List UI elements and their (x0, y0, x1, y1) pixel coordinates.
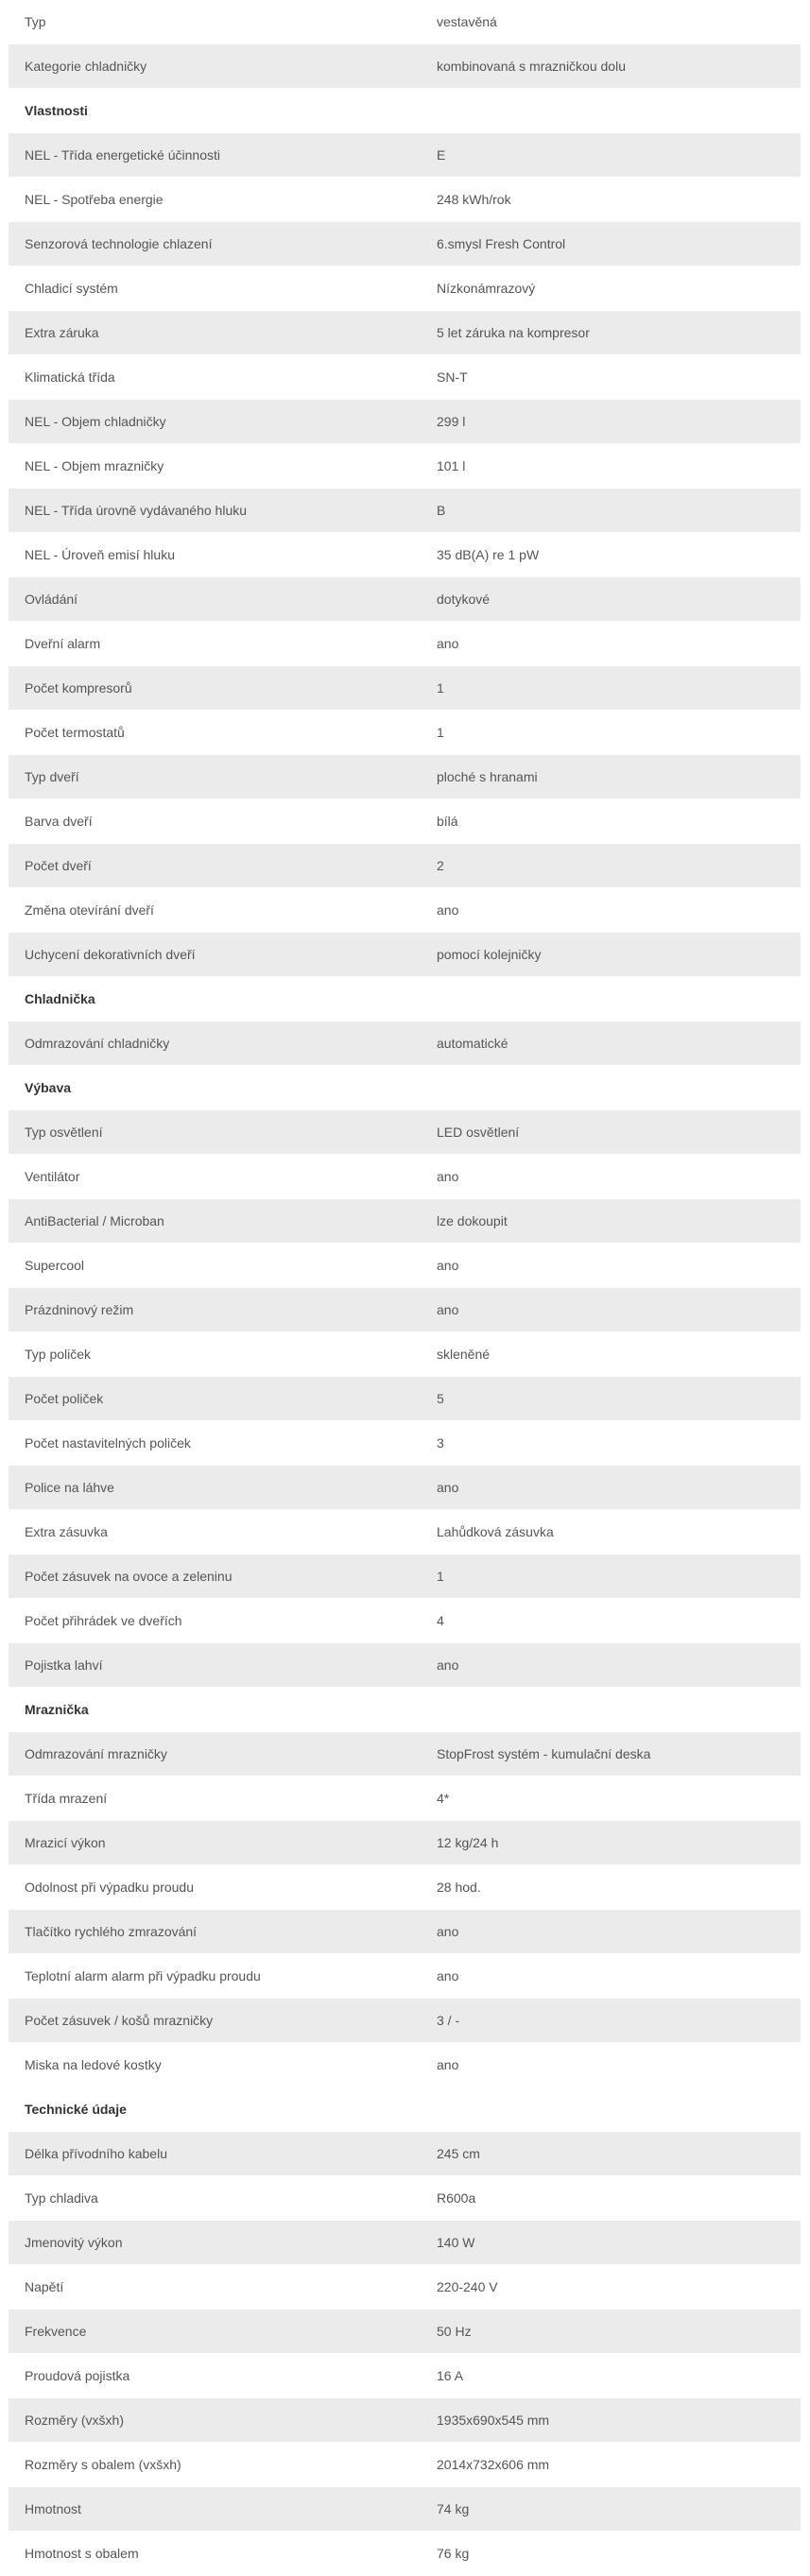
spec-value: ano (437, 1657, 459, 1673)
spec-label: Typ poliček (25, 1347, 92, 1362)
spec-row (9, 1999, 801, 2043)
spec-label: Počet nastavitelných poliček (25, 1435, 191, 1451)
spec-row (9, 1599, 801, 1643)
spec-row (9, 844, 801, 888)
spec-label: Odmrazování chladničky (25, 1036, 170, 1051)
spec-row (9, 2398, 801, 2443)
spec-value: ano (437, 2057, 459, 2072)
section-title: Výbava (25, 1080, 72, 1095)
spec-label: Typ osvětlení (25, 1125, 103, 1140)
spec-label: NEL - Úroveň emisí hluku (25, 547, 175, 562)
spec-row (9, 266, 801, 311)
spec-row (9, 311, 801, 355)
spec-row (9, 1777, 801, 1821)
spec-row (9, 1510, 801, 1554)
spec-row (9, 1865, 801, 1910)
spec-row (9, 1466, 801, 1510)
spec-value: Nízkonámrazový (437, 281, 536, 296)
spec-label: NEL - Třída úrovně vydávaného hluku (25, 503, 248, 518)
spec-label: Prázdninový režim (25, 1302, 134, 1317)
section-title: Chladnička (25, 991, 95, 1006)
spec-row (9, 178, 801, 222)
spec-label: Extra záruka (25, 325, 99, 340)
spec-value: pomocí kolejničky (437, 947, 542, 962)
spec-row (9, 2443, 801, 2487)
spec-value: vestavěná (437, 14, 497, 29)
spec-value: 140 W (437, 2235, 475, 2250)
spec-value: ano (437, 1968, 459, 1984)
spec-label: Barva dveří (25, 814, 93, 829)
spec-label: Typ (25, 14, 46, 29)
spec-label: Ventilátor (25, 1169, 80, 1184)
spec-label: Klimatická třída (25, 369, 115, 385)
spec-row (9, 2221, 801, 2265)
spec-value: 4 (437, 1613, 444, 1628)
spec-value: skleněné (437, 1347, 491, 1362)
spec-label: Napětí (25, 2279, 64, 2294)
spec-value: B (437, 503, 446, 518)
spec-label: Třída mrazení (25, 1791, 108, 1806)
spec-label: AntiBacterial / Microban (25, 1213, 164, 1228)
spec-value: 16 A (437, 2368, 464, 2383)
spec-row (9, 1288, 801, 1332)
spec-label: Odmrazování mrazničky (25, 1746, 167, 1761)
spec-value: ano (437, 636, 459, 651)
spec-label: Extra zásuvka (25, 1524, 108, 1539)
spec-label: Senzorová technologie chlazení (25, 236, 213, 251)
spec-row (9, 711, 801, 755)
spec-row (9, 2310, 801, 2354)
spec-value: 248 kWh/rok (437, 192, 511, 207)
spec-label: Chladicí systém (25, 281, 118, 296)
spec-label: Počet poliček (25, 1391, 104, 1406)
spec-row (9, 1332, 801, 1377)
spec-value: 50 Hz (437, 2324, 472, 2339)
spec-label: Uchycení dekorativních dveří (25, 947, 196, 962)
spec-value: 220-240 V (437, 2279, 498, 2294)
section-header (9, 1066, 801, 1110)
spec-label: Miska na ledové kostky (25, 2057, 162, 2072)
spec-row (9, 1244, 801, 1288)
spec-value: 5 let záruka na kompresor (437, 325, 590, 340)
spec-row (9, 666, 801, 711)
spec-value: 1935x690x545 mm (437, 2413, 550, 2428)
spec-value: ano (437, 902, 459, 918)
spec-value: E (437, 147, 446, 163)
spec-value: ano (437, 1924, 459, 1939)
spec-value: 1 (437, 1569, 444, 1584)
spec-value: ano (437, 1169, 459, 1184)
spec-row (9, 888, 801, 933)
spec-row (9, 400, 801, 444)
spec-row (9, 1421, 801, 1466)
spec-label: Hmotnost s obalem (25, 2546, 139, 2561)
spec-row (9, 2132, 801, 2176)
spec-value: kombinovaná s mrazničkou dolu (437, 59, 626, 74)
spec-value: 1 (437, 725, 444, 740)
spec-row (9, 533, 801, 577)
spec-value: 2014x732x606 mm (437, 2457, 550, 2472)
spec-row (9, 1554, 801, 1599)
spec-row (9, 1199, 801, 1244)
spec-label: Počet kompresorů (25, 680, 132, 696)
spec-label: Proudová pojistka (25, 2368, 130, 2383)
spec-value: 3 / - (437, 2013, 460, 2028)
section-title: Technické údaje (25, 2102, 127, 2117)
spec-row (9, 1954, 801, 1999)
spec-row (9, 355, 801, 400)
spec-value: 5 (437, 1391, 444, 1406)
spec-value: 3 (437, 1435, 444, 1451)
spec-label: Supercool (25, 1258, 85, 1273)
spec-row (9, 933, 801, 977)
spec-row (9, 1377, 801, 1421)
spec-row (9, 1910, 801, 1954)
spec-label: Frekvence (25, 2324, 87, 2339)
spec-label: Počet zásuvek na ovoce a zeleninu (25, 1569, 233, 1584)
spec-label: Počet zásuvek / košů mrazničky (25, 2013, 214, 2028)
spec-label: Typ chladiva (25, 2190, 98, 2206)
spec-value: lze dokoupit (437, 1213, 508, 1228)
spec-row (9, 799, 801, 844)
spec-row (9, 1022, 801, 1066)
spec-label: Jmenovitý výkon (25, 2235, 123, 2250)
spec-label: Změna otevírání dveří (25, 902, 154, 918)
spec-value: 101 l (437, 458, 466, 473)
section-title: Vlastnosti (25, 103, 88, 118)
spec-row (9, 2176, 801, 2221)
spec-value: bílá (437, 814, 458, 829)
spec-label: Ovládání (25, 592, 78, 607)
spec-label: NEL - Třída energetické účinnosti (25, 147, 220, 163)
spec-label: Rozměry s obalem (vxšxh) (25, 2457, 181, 2472)
spec-value: ano (437, 1480, 459, 1495)
spec-value: 2 (437, 858, 444, 873)
spec-value: SN-T (437, 369, 468, 385)
spec-label: Teplotní alarm alarm při výpadku proudu (25, 1968, 261, 1984)
spec-row (9, 2354, 801, 2398)
spec-row (9, 755, 801, 799)
spec-row (9, 44, 801, 89)
spec-row (9, 2043, 801, 2087)
spec-value: ploché s hranami (437, 769, 538, 784)
spec-label: Počet přihrádek ve dveřích (25, 1613, 182, 1628)
spec-label: Dveřní alarm (25, 636, 101, 651)
spec-value: automatické (437, 1036, 508, 1051)
section-header (9, 1688, 801, 1732)
spec-table (9, 0, 801, 2576)
spec-label: Počet dveří (25, 858, 92, 873)
spec-value: 299 l (437, 414, 466, 429)
spec-row (9, 2265, 801, 2310)
spec-label: Odolnost při výpadku proudu (25, 1880, 194, 1895)
spec-value: 35 dB(A) re 1 pW (437, 547, 540, 562)
spec-label: Hmotnost (25, 2501, 81, 2516)
spec-label: Police na láhve (25, 1480, 114, 1495)
spec-row (9, 577, 801, 622)
spec-value: 76 kg (437, 2546, 470, 2561)
spec-row (9, 1821, 801, 1865)
spec-label: NEL - Spotřeba energie (25, 192, 164, 207)
spec-row (9, 489, 801, 533)
spec-value: 4* (437, 1791, 450, 1806)
section-header (9, 977, 801, 1022)
spec-row (9, 1155, 801, 1199)
spec-label: Kategorie chladničky (25, 59, 147, 74)
spec-label: Typ dveří (25, 769, 79, 784)
section-header (9, 89, 801, 133)
section-title: Mraznička (25, 1702, 89, 1717)
spec-value: dotykové (437, 592, 491, 607)
spec-value: 12 kg/24 h (437, 1835, 499, 1850)
spec-value: ano (437, 1302, 459, 1317)
spec-row (9, 0, 801, 44)
spec-label: Rozměry (vxšxh) (25, 2413, 125, 2428)
spec-row (9, 1732, 801, 1777)
spec-label: NEL - Objem mrazničky (25, 458, 164, 473)
spec-row (9, 1643, 801, 1688)
spec-value: 74 kg (437, 2501, 470, 2516)
spec-value: 1 (437, 680, 444, 696)
spec-value: 245 cm (437, 2146, 480, 2161)
spec-row (9, 2487, 801, 2532)
spec-value: 6.smysl Fresh Control (437, 236, 566, 251)
spec-value: ano (437, 1258, 459, 1273)
spec-value: LED osvětlení (437, 1125, 520, 1140)
spec-label: Počet termostatů (25, 725, 125, 740)
spec-row (9, 2532, 801, 2576)
spec-value: StopFrost systém - kumulační deska (437, 1746, 651, 1761)
spec-row (9, 622, 801, 666)
spec-value: R600a (437, 2190, 476, 2206)
spec-row (9, 1110, 801, 1155)
spec-label: Pojistka lahví (25, 1657, 103, 1673)
spec-value: 28 hod. (437, 1880, 481, 1895)
spec-label: Délka přívodního kabelu (25, 2146, 167, 2161)
spec-row (9, 444, 801, 489)
section-header (9, 2087, 801, 2132)
spec-label: NEL - Objem chladničky (25, 414, 166, 429)
spec-label: Mrazicí výkon (25, 1835, 106, 1850)
spec-label: Tlačítko rychlého zmrazování (25, 1924, 198, 1939)
spec-value: Lahůdková zásuvka (437, 1524, 554, 1539)
spec-row (9, 133, 801, 178)
spec-row (9, 222, 801, 266)
